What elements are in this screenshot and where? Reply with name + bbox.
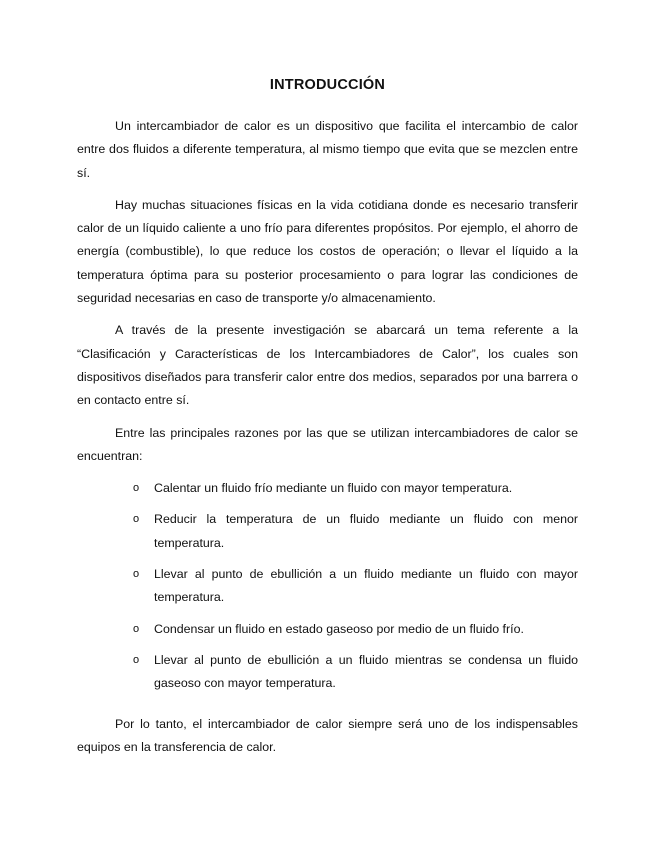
list-item-text: Llevar al punto de ebullición a un fluido mediante un fluido con mayor temperatura. xyxy=(154,567,578,605)
list-item xyxy=(77,618,578,641)
bullet-marker: o xyxy=(133,513,140,526)
bullet-marker: o xyxy=(133,622,140,635)
reasons-list xyxy=(77,477,578,695)
paragraph-reasons-intro: Entre las principales razones por las que se utilizan intercambiadores de calor se encuentran: xyxy=(77,425,578,463)
list-item-text: Condensar un fluido en estado gaseoso por medio de un fluido frío. xyxy=(154,621,524,636)
list-item xyxy=(77,508,578,555)
bullet-marker: o xyxy=(133,653,140,666)
list-item xyxy=(77,649,578,696)
paragraph-closing: Por lo tanto, el intercambiador de calor siempre será uno de los indispensables equipos en la transferencia de calor. xyxy=(77,716,578,754)
page-title: INTRODUCCIÓN xyxy=(269,77,386,93)
paragraph-research-scope: A través de la presente investigación se abarcará un tema referente a la “Clasificación y Características de los Intercambiadores de Calor”, los cuales son dispositivos diseñados para transferir calor entre dos medios, separados por una barrera o en contacto entre sí. xyxy=(77,323,578,408)
list-item-text: Calentar un fluido frío mediante un fluido con mayor temperatura. xyxy=(154,481,513,496)
list-item xyxy=(77,477,578,500)
list-item-text: Llevar al punto de ebullición a un fluido mientras se condensa un fluido gaseoso con mayor temperatura. xyxy=(154,652,578,691)
paragraph-definition: Un intercambiador de calor es un dispositivo que facilita el intercambio de calor entre dos fluidos a diferente temperatura, al mismo tiempo que evita que se mezclen entre sí. xyxy=(77,119,578,180)
bullet-marker: o xyxy=(133,568,140,581)
bullet-marker: o xyxy=(133,482,140,495)
paragraph-situations: Hay muchas situaciones físicas en la vida cotidiana donde es necesario transferir calor de un líquido caliente a uno frío para diferentes propósitos. Por ejemplo, el ahorro de energía (combustible), lo que reduce los costos de operación; o llevar el líquido a la temperatura óptima para su posterior procesamiento o para lograr las condiciones de seguridad necesarias en caso de transporte y/o almacenamiento. xyxy=(77,197,578,306)
list-item-text: Reducir la temperatura de un fluido mediante un fluido con menor temperatura. xyxy=(154,512,578,550)
list-item xyxy=(77,563,578,610)
document-page xyxy=(77,74,578,768)
